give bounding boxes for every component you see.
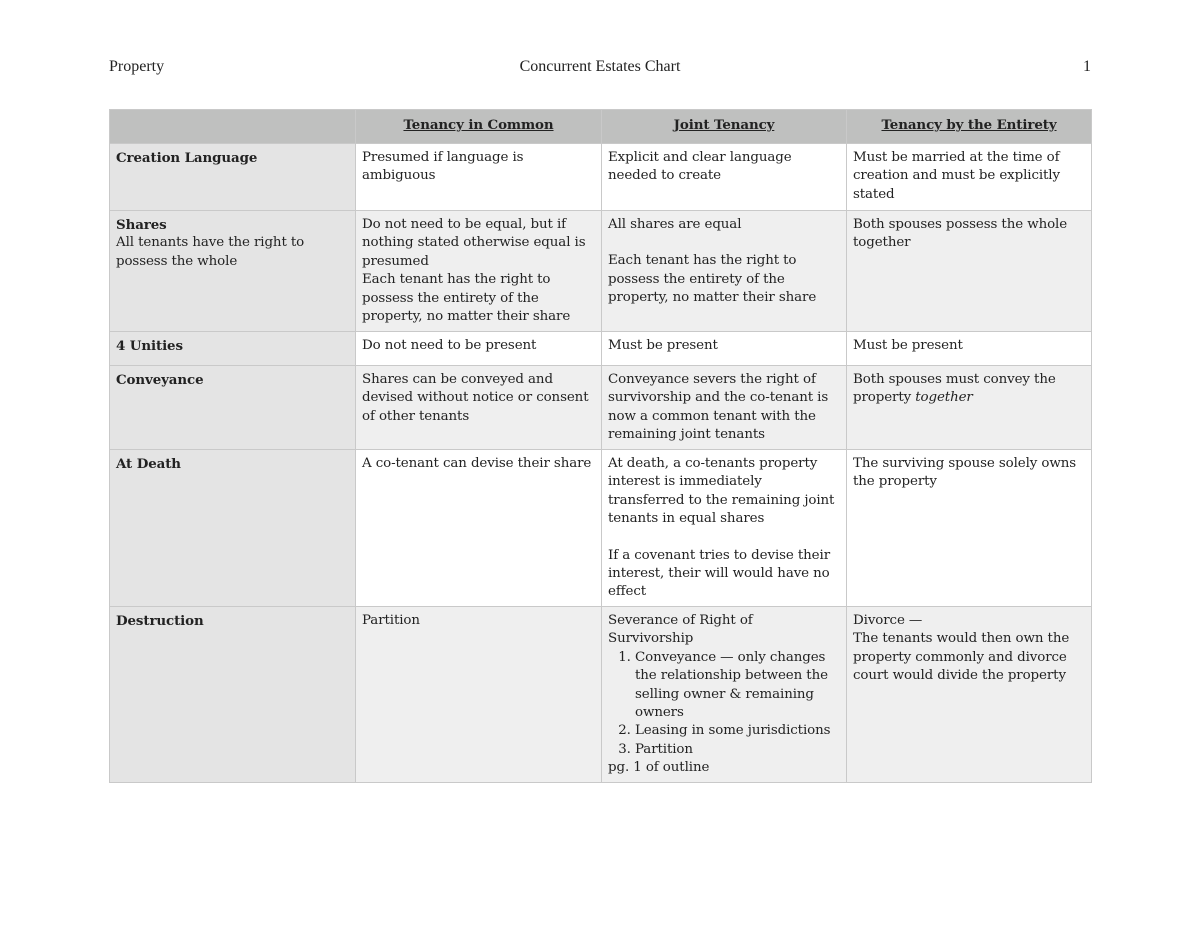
cell-tbe — [847, 607, 1092, 783]
cell-tic: Shares can be conveyed and devised without notice or consent of other tenants — [356, 366, 602, 450]
header-subject: Property — [109, 58, 165, 75]
cell-tic: Do not need to be present — [356, 332, 602, 366]
row-label-cell — [110, 211, 356, 332]
row-label-cell — [110, 332, 356, 366]
row-label: Shares — [116, 217, 167, 233]
row-label: Creation Language — [116, 150, 258, 166]
cell-tbe: Must be present — [847, 332, 1092, 366]
row-label: Conveyance — [116, 372, 204, 388]
row-label-cell — [110, 607, 356, 783]
cell-jt: Must be present — [602, 332, 847, 366]
column-header-tenancy-in-common: Tenancy in Common — [356, 110, 602, 144]
row-label: Destruction — [116, 613, 204, 629]
row-label-cell — [110, 366, 356, 450]
cell-text: Severance of Right of Survivorship — [608, 613, 753, 647]
cell-tic — [356, 211, 602, 332]
row-destruction — [110, 607, 1092, 783]
row-sublabel: All tenants have the right to possess the whole — [116, 235, 305, 269]
row-label: At Death — [116, 456, 181, 472]
column-header-joint-tenancy: Joint Tenancy — [602, 110, 847, 144]
cell-tbe: Must be married at the time of creation and must be explicitly stated — [847, 144, 1092, 211]
cell-tic: A co-tenant can devise their share — [356, 450, 602, 607]
cell-text: If a covenant tries to devise their interest, their will would have no effect — [608, 547, 830, 600]
emphasis-text: together — [915, 390, 973, 406]
column-header-tenancy-by-the-entirety: Tenancy by the Entirety — [847, 110, 1092, 144]
paragraph-gap — [608, 529, 840, 547]
row-shares — [110, 211, 1092, 332]
cell-jt — [602, 450, 847, 607]
cell-jt — [602, 211, 847, 332]
document-title: Concurrent Estates Chart — [519, 58, 681, 75]
row-conveyance — [110, 366, 1092, 450]
cell-jt: Explicit and clear language needed to create — [602, 144, 847, 211]
cell-tbe: Both spouses possess the whole together — [847, 211, 1092, 332]
cell-jt: Conveyance severs the right of survivorship and the co-tenant is now a common tenant with the remaining joint tenants — [602, 366, 847, 450]
row-label-cell — [110, 450, 356, 607]
list-item: 3. Partition — [635, 741, 840, 759]
row-label: 4 Unities — [116, 338, 183, 354]
row-creation-language — [110, 144, 1092, 211]
cell-text: All shares are equal — [608, 217, 742, 232]
cell-note: pg. 1 of outline — [608, 760, 710, 776]
row-at-death — [110, 450, 1092, 607]
concurrent-estates-table — [109, 109, 1092, 783]
cell-tic: Partition — [356, 607, 602, 783]
cell-text: Divorce — — [853, 613, 923, 628]
page-number: 1 — [1083, 58, 1091, 75]
cell-text: Each tenant has the right to possess the entirety of the property, no matter their share — [362, 272, 571, 325]
severance-list — [608, 649, 840, 759]
cell-tbe — [847, 366, 1092, 450]
cell-text: Both spouses must convey the property — [853, 372, 1056, 406]
cell-tbe: The surviving spouse solely owns the property — [847, 450, 1092, 607]
list-item: 2. Leasing in some jurisdictions — [635, 722, 840, 740]
cell-tic: Presumed if language is ambiguous — [356, 144, 602, 211]
list-item: 1. Conveyance — only changes the relationship between the selling owner & remaining owners — [635, 649, 840, 723]
page-header — [109, 58, 1091, 78]
corner-cell — [110, 110, 356, 144]
cell-text: The tenants would then own the property commonly and divorce court would divide the property — [853, 631, 1070, 684]
cell-text: Do not need to be equal, but if nothing stated otherwise equal is presumed — [362, 217, 586, 269]
paragraph-gap — [608, 234, 840, 252]
cell-jt — [602, 607, 847, 783]
row-label-cell — [110, 144, 356, 211]
row-four-unities — [110, 332, 1092, 366]
header-row — [110, 110, 1092, 144]
cell-text: At death, a co-tenants property interest is immediately transferred to the remaining joint tenants in equal shares — [608, 456, 835, 527]
cell-text: Each tenant has the right to possess the entirety of the property, no matter their share — [608, 253, 817, 306]
